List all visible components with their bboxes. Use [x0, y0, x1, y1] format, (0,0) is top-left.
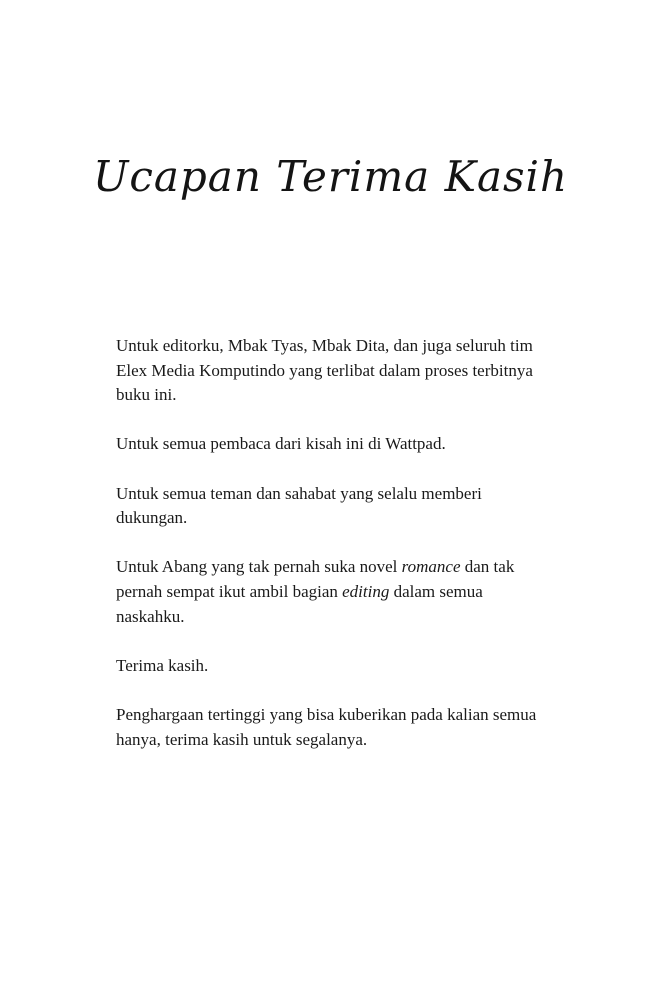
paragraph-thanks: Terima kasih.	[116, 655, 209, 675]
page-title: Ucapan Terima Kasih	[92, 152, 569, 201]
emphasis-editing: editing	[342, 581, 390, 601]
paragraph-brother-text-2: dan tak pernah sempat ikut ambil bagian	[116, 557, 515, 601]
paragraph-editors: Untuk editorku, Mbak Tyas, Mbak Dita, dan juga seluruh tim Elex Media Komputindo yang terlibat dalam proses terbitnya buku ini.	[116, 336, 533, 405]
paragraph-brother-text-3: dalam semua naskahku.	[116, 581, 483, 626]
paragraph-brother	[116, 555, 546, 629]
paragraph-readers: Untuk semua pembaca dari kisah ini di Wattpad.	[116, 434, 446, 454]
paragraph-friends: Untuk semua teman dan sahabat yang selalu memberi dukungan.	[116, 483, 482, 528]
paragraph-closing: Penghargaan tertinggi yang bisa kuberikan pada kalian semua hanya, terima kasih untuk segalanya.	[116, 704, 537, 749]
emphasis-romance: romance	[401, 557, 461, 577]
acknowledgement-text	[116, 334, 546, 752]
paragraph-brother-text-1: Untuk Abang yang tak pernah suka novel	[116, 557, 402, 577]
